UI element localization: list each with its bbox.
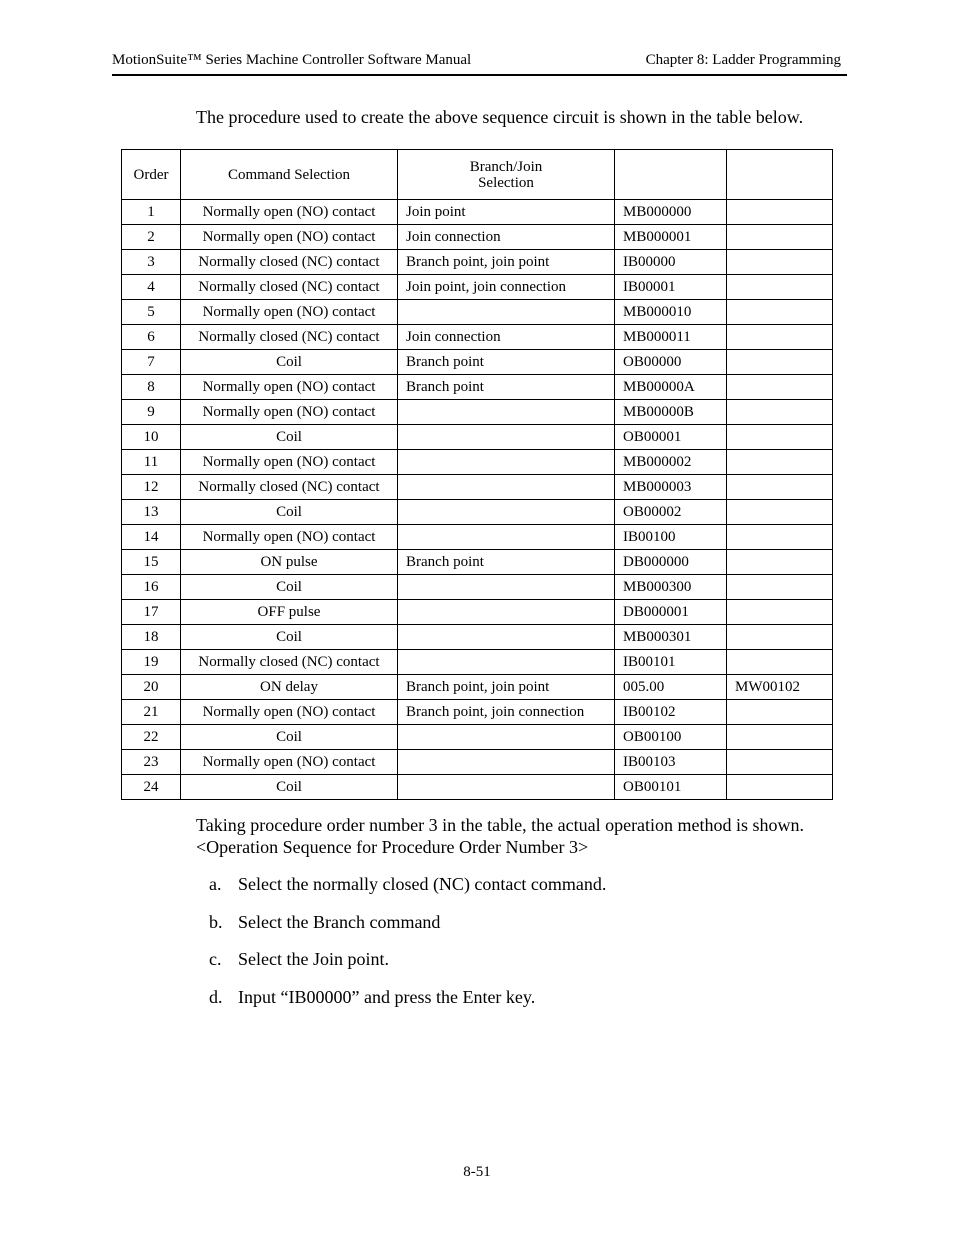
step-letter: d. — [209, 986, 223, 1007]
cell-order: 18 — [122, 625, 181, 650]
cell-register: MB000001 — [615, 225, 727, 250]
cell-extra — [727, 200, 833, 225]
cell-register: OB00001 — [615, 425, 727, 450]
cell-register: IB00100 — [615, 525, 727, 550]
table-row — [122, 625, 833, 650]
cell-register: MB000002 — [615, 450, 727, 475]
table-row — [122, 375, 833, 400]
header-col4 — [615, 150, 727, 200]
step-item — [209, 874, 606, 912]
cell-branch-join — [398, 300, 615, 325]
cell-command: OFF pulse — [181, 600, 398, 625]
table-row — [122, 225, 833, 250]
cell-order: 23 — [122, 750, 181, 775]
cell-order: 13 — [122, 500, 181, 525]
cell-branch-join — [398, 725, 615, 750]
cell-command: Coil — [181, 625, 398, 650]
cell-branch-join — [398, 400, 615, 425]
cell-register: MB000010 — [615, 300, 727, 325]
cell-order: 22 — [122, 725, 181, 750]
table-row — [122, 450, 833, 475]
cell-register: IB00102 — [615, 700, 727, 725]
cell-order: 21 — [122, 700, 181, 725]
cell-command: Coil — [181, 350, 398, 375]
cell-extra — [727, 700, 833, 725]
cell-branch-join: Branch point, join connection — [398, 700, 615, 725]
cell-command: ON delay — [181, 675, 398, 700]
header-command-selection: Command Selection — [181, 150, 398, 200]
cell-register: MB000301 — [615, 625, 727, 650]
cell-register: IB00001 — [615, 275, 727, 300]
cell-order: 9 — [122, 400, 181, 425]
cell-branch-join: Join connection — [398, 325, 615, 350]
cell-extra — [727, 350, 833, 375]
table-row — [122, 725, 833, 750]
cell-extra — [727, 575, 833, 600]
cell-order: 17 — [122, 600, 181, 625]
table-row — [122, 200, 833, 225]
cell-branch-join — [398, 450, 615, 475]
cell-command: Coil — [181, 425, 398, 450]
cell-command: Normally open (NO) contact — [181, 300, 398, 325]
step-letter: b. — [209, 911, 223, 932]
cell-extra — [727, 250, 833, 275]
cell-order: 20 — [122, 675, 181, 700]
cell-register: IB00000 — [615, 250, 727, 275]
cell-command: Normally closed (NC) contact — [181, 275, 398, 300]
table-row — [122, 475, 833, 500]
cell-order: 3 — [122, 250, 181, 275]
table-row — [122, 650, 833, 675]
cell-extra — [727, 425, 833, 450]
cell-order: 4 — [122, 275, 181, 300]
cell-extra — [727, 325, 833, 350]
table-row — [122, 250, 833, 275]
operation-steps-list — [209, 874, 606, 1024]
cell-command: ON pulse — [181, 550, 398, 575]
cell-register: OB00002 — [615, 500, 727, 525]
cell-command: Coil — [181, 725, 398, 750]
cell-command: Normally closed (NC) contact — [181, 650, 398, 675]
cell-register: IB00101 — [615, 650, 727, 675]
step-text: Select the Join point. — [238, 949, 389, 969]
cell-branch-join: Branch point, join point — [398, 250, 615, 275]
chapter-title: Chapter 8: Ladder Programming — [645, 52, 841, 68]
cell-branch-join: Branch point — [398, 350, 615, 375]
step-text: Select the normally closed (NC) contact command. — [238, 874, 607, 894]
table-row — [122, 575, 833, 600]
cell-order: 1 — [122, 200, 181, 225]
cell-order: 8 — [122, 375, 181, 400]
cell-extra — [727, 650, 833, 675]
cell-extra — [727, 725, 833, 750]
cell-order: 7 — [122, 350, 181, 375]
cell-branch-join: Join point, join connection — [398, 275, 615, 300]
cell-extra: MW00102 — [727, 675, 833, 700]
cell-register: MB00000B — [615, 400, 727, 425]
cell-order: 6 — [122, 325, 181, 350]
cell-register: MB000300 — [615, 575, 727, 600]
cell-branch-join — [398, 650, 615, 675]
cell-command: Normally open (NO) contact — [181, 375, 398, 400]
cell-branch-join — [398, 475, 615, 500]
intro-paragraph: The procedure used to create the above sequence circuit is shown in the table below. — [196, 107, 804, 127]
cell-command: Normally closed (NC) contact — [181, 250, 398, 275]
cell-command: Normally open (NO) contact — [181, 450, 398, 475]
manual-title: MotionSuite™ Series Machine Controller Software Manual — [112, 52, 472, 68]
cell-command: Normally open (NO) contact — [181, 200, 398, 225]
cell-order: 19 — [122, 650, 181, 675]
cell-extra — [727, 600, 833, 625]
step-letter: c. — [209, 949, 222, 969]
cell-order: 5 — [122, 300, 181, 325]
table-row — [122, 500, 833, 525]
table-row — [122, 775, 833, 800]
cell-command: Normally open (NO) contact — [181, 225, 398, 250]
cell-order: 10 — [122, 425, 181, 450]
cell-extra — [727, 625, 833, 650]
cell-branch-join: Join connection — [398, 225, 615, 250]
cell-extra — [727, 450, 833, 475]
page-header — [112, 50, 847, 76]
cell-extra — [727, 275, 833, 300]
cell-command: Normally closed (NC) contact — [181, 475, 398, 500]
step-text: Select the Branch command — [238, 911, 441, 932]
cell-command: Normally open (NO) contact — [181, 750, 398, 775]
step-item — [209, 912, 606, 950]
cell-order: 11 — [122, 450, 181, 475]
cell-order: 2 — [122, 225, 181, 250]
table-row — [122, 525, 833, 550]
header-branch-line2: Selection — [478, 174, 534, 191]
table-row — [122, 700, 833, 725]
cell-branch-join — [398, 600, 615, 625]
cell-branch-join — [398, 525, 615, 550]
cell-extra — [727, 400, 833, 425]
table-row — [122, 675, 833, 700]
cell-branch-join — [398, 425, 615, 450]
cell-register: 005.00 — [615, 675, 727, 700]
cell-branch-join: Branch point — [398, 375, 615, 400]
cell-command: Coil — [181, 575, 398, 600]
table-row — [122, 275, 833, 300]
cell-extra — [727, 375, 833, 400]
cell-branch-join — [398, 500, 615, 525]
cell-branch-join — [398, 625, 615, 650]
cell-register: MB000011 — [615, 325, 727, 350]
cell-register: IB00103 — [615, 750, 727, 775]
cell-branch-join — [398, 575, 615, 600]
cell-order: 15 — [122, 550, 181, 575]
cell-order: 12 — [122, 475, 181, 500]
cell-command: Normally closed (NC) contact — [181, 325, 398, 350]
table-row — [122, 300, 833, 325]
cell-branch-join: Branch point, join point — [398, 675, 615, 700]
cell-branch-join: Join point — [398, 200, 615, 225]
cell-register: MB000000 — [615, 200, 727, 225]
table-row — [122, 600, 833, 625]
cell-register: OB00100 — [615, 725, 727, 750]
operation-intro-paragraph: Taking procedure order number 3 in the table, the actual operation method is shown. — [196, 815, 805, 835]
cell-command: Normally open (NO) contact — [181, 525, 398, 550]
step-item — [209, 949, 606, 987]
step-text: Input “IB00000” and press the Enter key. — [238, 986, 536, 1007]
cell-extra — [727, 475, 833, 500]
cell-order: 16 — [122, 575, 181, 600]
header-order: Order — [122, 150, 181, 200]
page-number: 8-51 — [463, 1164, 491, 1180]
cell-register: MB000003 — [615, 475, 727, 500]
cell-command: Coil — [181, 775, 398, 800]
cell-extra — [727, 225, 833, 250]
cell-extra — [727, 300, 833, 325]
cell-register: DB000000 — [615, 550, 727, 575]
cell-register: OB00000 — [615, 350, 727, 375]
table-row — [122, 400, 833, 425]
cell-extra — [727, 750, 833, 775]
operation-sequence-heading: <Operation Sequence for Procedure Order Number 3> — [196, 837, 589, 857]
cell-branch-join: Branch point — [398, 550, 615, 575]
procedure-table — [121, 149, 833, 800]
header-branch-line1: Branch/Join — [469, 158, 543, 175]
cell-command: Normally open (NO) contact — [181, 700, 398, 725]
cell-register: MB00000A — [615, 375, 727, 400]
cell-extra — [727, 500, 833, 525]
cell-register: DB000001 — [615, 600, 727, 625]
cell-command: Normally open (NO) contact — [181, 400, 398, 425]
cell-branch-join — [398, 750, 615, 775]
table-row — [122, 550, 833, 575]
table-header-row — [122, 150, 833, 200]
cell-extra — [727, 550, 833, 575]
cell-extra — [727, 525, 833, 550]
cell-branch-join — [398, 775, 615, 800]
step-letter: a. — [209, 874, 222, 894]
cell-register: OB00101 — [615, 775, 727, 800]
table-row — [122, 425, 833, 450]
cell-order: 14 — [122, 525, 181, 550]
header-branch-join-selection — [398, 150, 615, 200]
table-row — [122, 750, 833, 775]
table-row — [122, 350, 833, 375]
cell-order: 24 — [122, 775, 181, 800]
header-col5 — [727, 150, 833, 200]
cell-command: Coil — [181, 500, 398, 525]
cell-extra — [727, 775, 833, 800]
table-row — [122, 325, 833, 350]
step-item — [209, 987, 606, 1025]
